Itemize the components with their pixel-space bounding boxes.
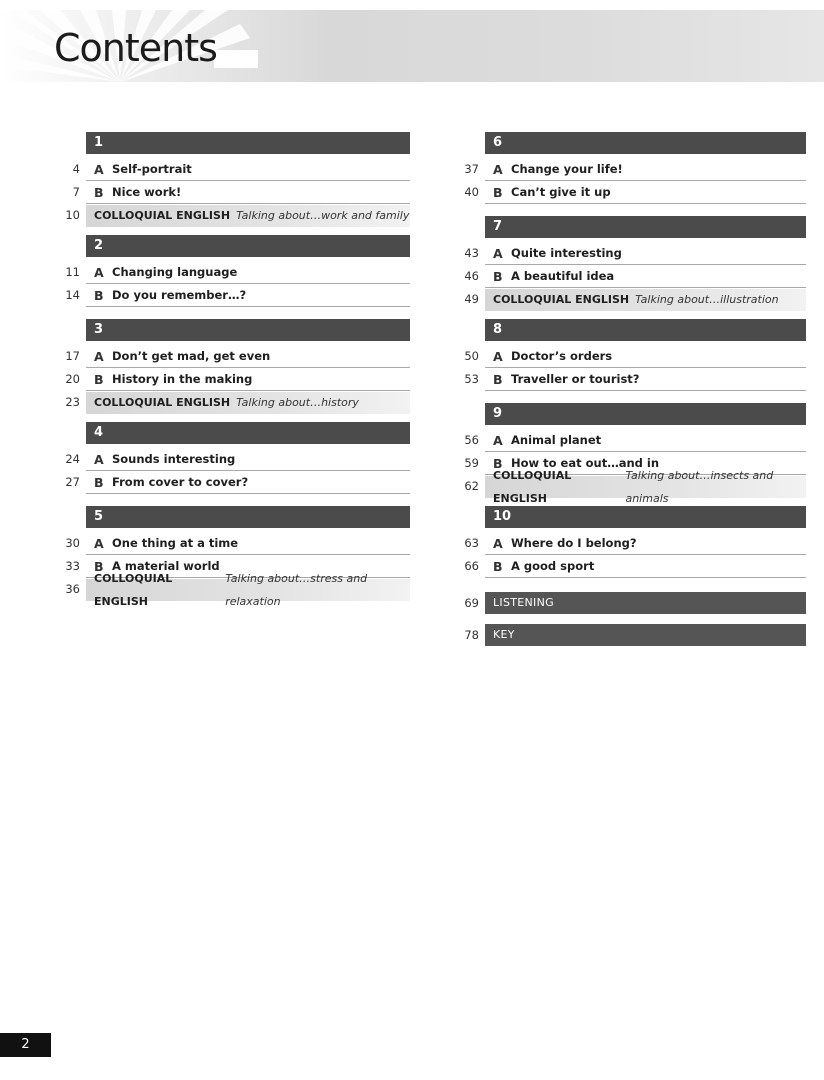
page-ref: 4	[72, 162, 80, 176]
lesson-title: Animal planet	[511, 432, 602, 447]
lesson-body	[86, 472, 410, 494]
lesson-entry[interactable]	[449, 345, 806, 368]
lesson-letter: B	[493, 558, 503, 574]
lesson-body	[86, 533, 410, 555]
lesson-entry[interactable]	[449, 429, 806, 452]
unit-header-4: 4	[86, 422, 410, 444]
page-ref: 56	[464, 433, 479, 447]
spacer	[449, 204, 806, 216]
lesson-body	[485, 182, 806, 204]
page-ref: 62	[464, 479, 479, 493]
lesson-title: Changing language	[112, 264, 238, 279]
unit-header-7: 7	[485, 216, 806, 238]
spacer	[449, 311, 806, 319]
lesson-body	[86, 369, 410, 391]
lesson-letter: B	[94, 287, 104, 303]
unit-header-2: 2	[86, 235, 410, 257]
lesson-title: From cover to cover?	[112, 474, 249, 489]
lesson-body	[485, 430, 806, 452]
colloquial-body	[485, 289, 806, 311]
page-ref: 37	[464, 162, 479, 176]
lesson-title: Self-portrait	[112, 161, 192, 176]
lesson-letter: A	[493, 161, 503, 177]
lesson-title: A good sport	[511, 558, 595, 573]
spacer	[449, 391, 806, 403]
page-ref: 7	[72, 185, 80, 199]
lesson-entry[interactable]	[449, 158, 806, 181]
lesson-entry[interactable]	[449, 242, 806, 265]
section-label: KEY	[485, 624, 806, 646]
colloquial-subtitle: Talking about…history	[236, 396, 359, 409]
lesson-body	[86, 346, 410, 368]
section-entry-key[interactable]	[449, 622, 806, 648]
colloquial-subtitle: Talking about…work and family	[236, 209, 410, 222]
lesson-title: History in the making	[112, 371, 253, 386]
page-ref: 53	[464, 372, 479, 386]
lesson-letter: A	[493, 245, 503, 261]
lesson-entry[interactable]	[50, 345, 410, 368]
lesson-entry[interactable]	[50, 448, 410, 471]
page-ref: 69	[464, 595, 479, 610]
lesson-title: Do you remember…?	[112, 287, 247, 302]
lesson-body	[485, 243, 806, 265]
page-ref: 20	[65, 372, 80, 386]
spacer	[50, 227, 410, 235]
colloquial-entry[interactable]	[50, 571, 410, 608]
colloquial-entry[interactable]	[449, 288, 806, 311]
lesson-letter: B	[493, 184, 503, 200]
lesson-body	[485, 556, 806, 578]
lesson-letter: A	[493, 432, 503, 448]
page-ref: 36	[65, 582, 80, 596]
page-number: 2	[0, 1033, 51, 1057]
lesson-entry[interactable]	[50, 284, 410, 307]
lesson-title: How to eat out…and in	[511, 455, 660, 470]
lesson-title: Nice work!	[112, 184, 182, 199]
unit-header-6: 6	[485, 132, 806, 154]
lesson-letter: A	[94, 535, 104, 551]
unit-header-3: 3	[86, 319, 410, 341]
lesson-title: A material world	[112, 558, 220, 573]
lesson-title: A beautiful idea	[511, 268, 615, 283]
colloquial-body	[86, 205, 410, 227]
page-ref: 10	[65, 208, 80, 222]
lesson-letter: A	[94, 161, 104, 177]
title-accent-bar	[214, 50, 258, 68]
unit-header-9: 9	[485, 403, 806, 425]
unit-header-8: 8	[485, 319, 806, 341]
lesson-title: Doctor’s orders	[511, 348, 613, 363]
lesson-body	[86, 285, 410, 307]
lesson-letter: A	[493, 348, 503, 364]
lesson-entry[interactable]	[449, 181, 806, 204]
page-ref: 63	[464, 536, 479, 550]
page-ref: 43	[464, 246, 479, 260]
spacer	[449, 578, 806, 590]
page-ref: 23	[65, 395, 80, 409]
lesson-body	[485, 346, 806, 368]
lesson-body	[86, 182, 410, 204]
page-ref: 24	[65, 452, 80, 466]
colloquial-subtitle: Talking about…insects and animals	[625, 468, 774, 505]
page-title: Contents	[54, 26, 217, 70]
lesson-letter: A	[94, 264, 104, 280]
colloquial-label: COLLOQUIAL ENGLISH	[493, 293, 630, 306]
page-ref: 33	[65, 559, 80, 573]
lesson-letter: B	[94, 474, 104, 490]
lesson-entry[interactable]	[50, 368, 410, 391]
lesson-entry[interactable]	[50, 261, 410, 284]
lesson-title: Change your life!	[511, 161, 623, 176]
page-ref: 46	[464, 269, 479, 283]
page-ref: 14	[65, 288, 80, 302]
colloquial-body	[485, 468, 806, 505]
contents-right-column	[449, 132, 806, 654]
section-label: LISTENING	[485, 592, 806, 614]
lesson-entry[interactable]	[50, 158, 410, 181]
page-ref: 27	[65, 475, 80, 489]
colloquial-entry[interactable]	[50, 391, 410, 414]
colloquial-subtitle: Talking about…illustration	[635, 293, 779, 306]
lesson-body	[86, 262, 410, 284]
lesson-letter: A	[94, 348, 104, 364]
lesson-body	[485, 369, 806, 391]
lesson-body	[485, 533, 806, 555]
page-ref: 78	[464, 627, 479, 642]
page-ref: 50	[464, 349, 479, 363]
page-ref: 59	[464, 456, 479, 470]
colloquial-label: COLLOQUIAL ENGLISH	[94, 571, 173, 608]
page-ref: 66	[464, 559, 479, 573]
lesson-letter: B	[493, 371, 503, 387]
page-ref: 17	[65, 349, 80, 363]
lesson-body	[86, 449, 410, 471]
colloquial-label: COLLOQUIAL ENGLISH	[94, 209, 231, 222]
lesson-letter: B	[493, 268, 503, 284]
colloquial-entry[interactable]	[449, 468, 806, 505]
spacer	[50, 414, 410, 422]
colloquial-entry[interactable]	[50, 204, 410, 227]
unit-header-1: 1	[86, 132, 410, 154]
lesson-title: Sounds interesting	[112, 451, 236, 466]
colloquial-body	[86, 392, 410, 414]
lesson-entry[interactable]	[449, 368, 806, 391]
lesson-body	[86, 159, 410, 181]
contents-left-column	[50, 132, 410, 609]
page-ref: 40	[464, 185, 479, 199]
lesson-entry[interactable]	[449, 265, 806, 288]
lesson-letter: A	[94, 451, 104, 467]
colloquial-label: COLLOQUIAL ENGLISH	[94, 396, 231, 409]
lesson-body	[485, 159, 806, 181]
unit-header-10: 10	[485, 506, 806, 528]
lesson-letter: B	[493, 455, 503, 471]
lesson-letter: A	[493, 535, 503, 551]
page-ref: 11	[65, 265, 80, 279]
colloquial-body	[86, 571, 410, 608]
lesson-title: Where do I belong?	[511, 535, 637, 550]
lesson-letter: B	[94, 558, 104, 574]
spacer	[50, 307, 410, 319]
lesson-letter: B	[94, 371, 104, 387]
page-ref: 30	[65, 536, 80, 550]
colloquial-label: COLLOQUIAL ENGLISH	[493, 468, 572, 505]
lesson-entry[interactable]	[50, 181, 410, 204]
unit-header-5: 5	[86, 506, 410, 528]
lesson-entry[interactable]	[449, 555, 806, 578]
spacer	[50, 494, 410, 506]
lesson-entry[interactable]	[50, 532, 410, 555]
lesson-entry[interactable]	[50, 471, 410, 494]
lesson-title: Can’t give it up	[511, 184, 611, 199]
colloquial-subtitle: Talking about…stress and relaxation	[225, 571, 368, 608]
lesson-entry[interactable]	[449, 532, 806, 555]
section-entry-listening[interactable]	[449, 590, 806, 616]
page-ref: 49	[464, 292, 479, 306]
lesson-title: Traveller or tourist?	[511, 371, 640, 386]
lesson-letter: B	[94, 184, 104, 200]
lesson-body	[485, 266, 806, 288]
lesson-title: Quite interesting	[511, 245, 622, 260]
lesson-title: One thing at a time	[112, 535, 239, 550]
lesson-title: Don’t get mad, get even	[112, 348, 271, 363]
